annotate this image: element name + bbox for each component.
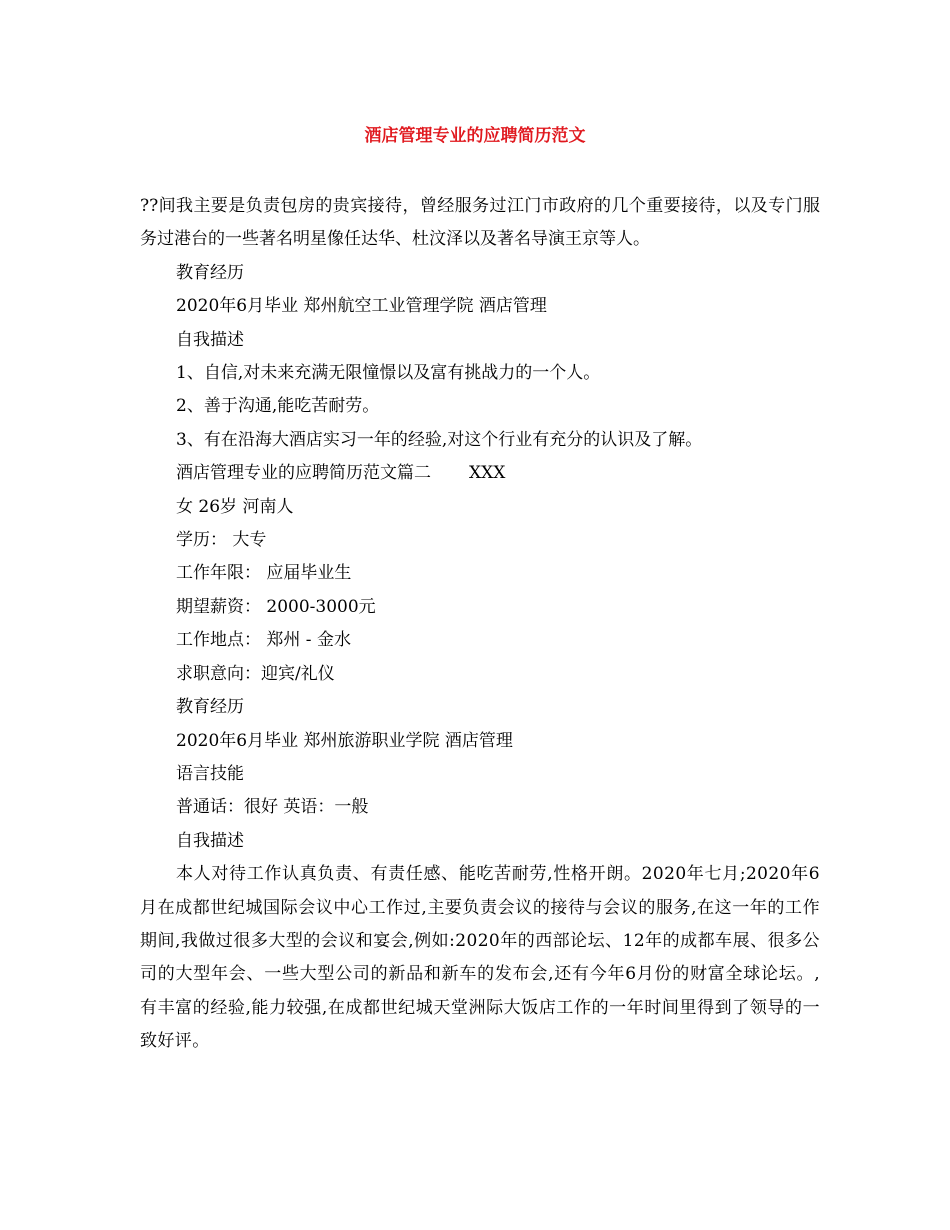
expected-salary: 期望薪资： 2000-3000元 — [176, 596, 376, 617]
self-description-heading: 自我描述 — [176, 830, 244, 851]
language-line: 普通话：很好 英语：一般 — [176, 797, 369, 818]
document-title: 酒店管理专业的应聘简历范文 — [364, 126, 586, 146]
self-description-point: 3、有在沿海大酒店实习一年的经验,对这个行业有充分的认识及了解。 — [176, 429, 703, 450]
education-heading: 教育经历 — [176, 697, 244, 718]
education-heading: 教育经历 — [176, 262, 244, 283]
education-line: 2020年6月毕业 郑州旅游职业学院 酒店管理 — [176, 730, 513, 751]
section-two-heading: 酒店管理专业的应聘简历范文篇二 — [176, 463, 431, 484]
work-location: 工作地点： 郑州 - 金水 — [176, 630, 351, 651]
language-heading: 语言技能 — [176, 763, 244, 784]
self-description-point: 1、自信,对未来充满无限憧憬以及富有挑战力的一个人。 — [176, 363, 601, 384]
self-description-point: 2、善于沟通,能吃苦耐劳。 — [176, 396, 380, 417]
self-description-paragraph: 本人对待工作认真负责、有责任感、能吃苦耐劳,性格开朗。2020年七月;2020年6月在成都世纪城国际会议中心工作过,主要负责会议的接待与会议的服务,在这一年的工作期间,我做过很多大型的会议和宴会,例如:2020年的西部论坛、12年的成都车展、很多公司的大型年会、一些大型公司的新品和新车的发布会,还有今年6月份的财富全球论坛。,有丰富的经验,能力较强,在成都世纪城天堂洲际大饭店工作的一年时间里得到了领导的一致好评。 — [140, 864, 820, 1052]
education-line: 2020年6月毕业 郑州航空工业管理学院 酒店管理 — [176, 296, 547, 317]
basic-info: 女 26岁 河南人 — [176, 496, 294, 517]
section-two-heading-line — [140, 457, 820, 490]
work-years: 工作年限： 应届毕业生 — [176, 563, 352, 584]
job-intention: 求职意向：迎宾/礼仪 — [176, 663, 335, 684]
self-description-heading: 自我描述 — [176, 329, 244, 350]
intro-paragraph: ??间我主要是负责包房的贵宾接待，曾经服务过江门市政府的几个重要接待，以及专门服务过港台的一些著名明星像任达华、杜汶泽以及著名导演王京等人。 — [140, 196, 820, 250]
education-level: 学历： 大专 — [176, 530, 267, 551]
document-body — [140, 190, 820, 1059]
candidate-name: XXX — [469, 463, 506, 484]
